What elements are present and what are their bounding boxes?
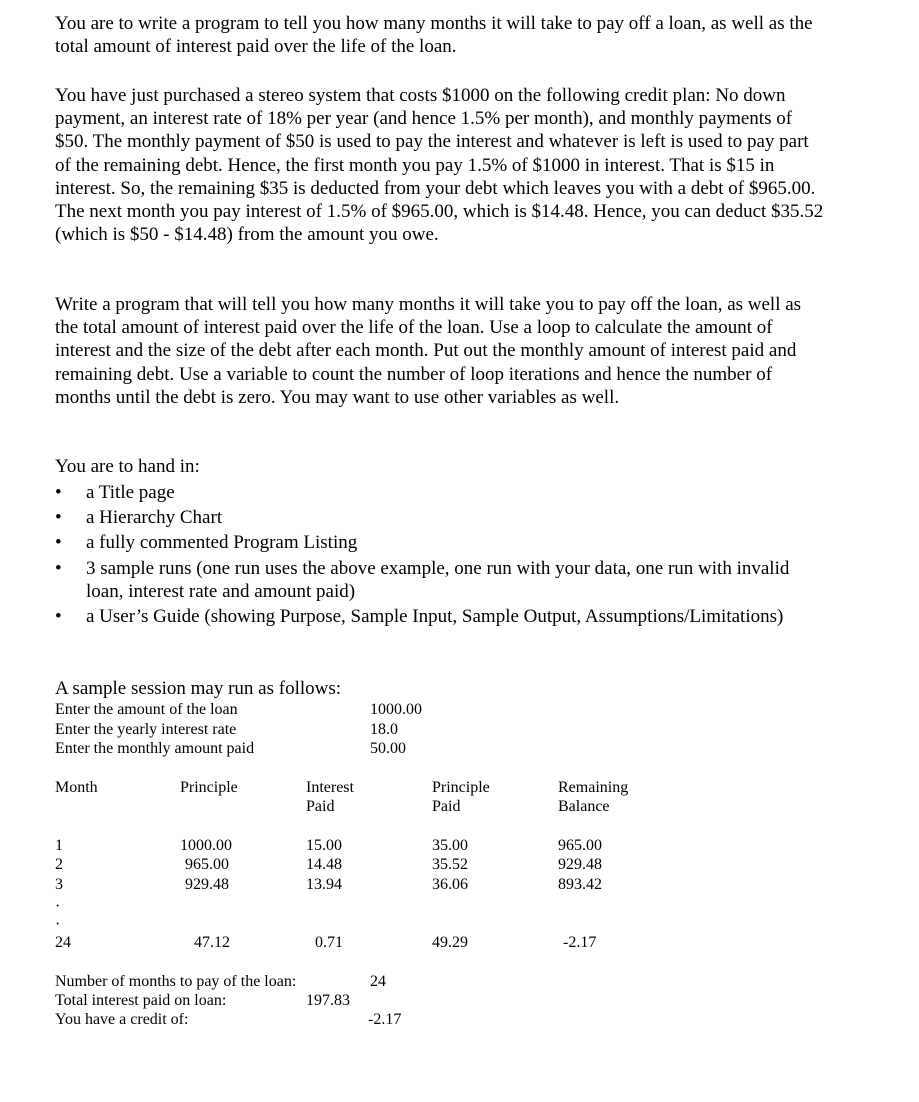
header-interest: Interest [306,779,354,796]
bullet-icon: • [55,482,62,503]
input-value: 50.00 [370,740,406,757]
list-item [55,481,825,504]
sample-heading: A sample session may run as follows: [55,678,342,699]
task-paragraph: Write a program that will tell you how many months it will take you to pay off the loan, as well as the total amount of interest paid over the life of the loan. Use a loop to calculate the amount of interest and the size of the debt after each month. Put out the monthly amount of interest paid and remaining debt. Use a variable to count the number of loop iterations and hence the number of months until the debt is zero. You may want to use other variables as well. [55,294,802,408]
list-item [55,557,825,603]
cell-principal-paid: 35.00 [432,837,468,854]
cell-interest: 13.94 [306,876,342,893]
list-item [55,605,825,628]
cell-month: 2 [55,856,63,873]
cell-balance: -2.17 [563,934,597,951]
cell-principle: 1000.00 [180,837,232,854]
list-item [55,531,825,554]
handin-title: You are to hand in: [55,456,200,477]
credit-plan-paragraph: You have just purchased a stereo system that costs $1000 on the following credit plan: No down payment, an interest rate of 18% per year (and hence 1.5% per month), and monthly payments of $50. The monthly payment of $50 is used to pay the interest and whatever is left is used to pay part of the remaining debt. Hence, the first month you pay 1.5% of $1000 in interest. That is $15 in interest. So, the remaining $35 is deducted from your debt which leaves you with a debt of $965.00. The next month you pay interest of 1.5% of $965.00, which is $14.48. Hence, you can deduct $35.52 (which is $50 - $14.48) from the amount you owe. [55,85,824,246]
list-item-text: 3 sample runs (one run uses the above example, one run with your data, one run with invalid loan, interest rate and amount paid) [86,557,790,602]
bullet-icon: • [55,606,62,628]
input-value: 1000.00 [370,701,422,718]
summary-credit-label: You have a credit of: [55,1011,189,1028]
cell-principal-paid: 35.52 [432,856,468,873]
header-balance-sub: Balance [558,798,610,815]
bullet-icon: • [55,557,62,579]
header-interest-sub: Paid [306,798,335,815]
bullet-icon: • [55,507,62,529]
list-item-text: a User’s Guide (showing Purpose, Sample Input, Sample Output, Assumptions/Limitations) [86,606,784,628]
ellipsis-dot: · [55,916,61,933]
header-month: Month [55,779,98,796]
cell-balance: 893.42 [558,876,602,893]
bullet-icon: • [55,532,62,554]
cell-principle: 965.00 [185,856,229,873]
cell-balance: 929.48 [558,856,602,873]
input-prompt: Enter the amount of the loan [55,701,238,718]
summary-months-value: 24 [370,973,386,990]
header-balance: Remaining [558,779,629,796]
cell-principle: 929.48 [185,876,229,893]
input-value: 18.0 [370,721,398,738]
list-item-text: a fully commented Program Listing [86,532,358,554]
summary-interest-label: Total interest paid on loan: [55,992,227,1009]
cell-interest: 14.48 [306,856,342,873]
ellipsis-dot: · [55,898,61,915]
cell-principle: 47.12 [194,934,230,951]
cell-principal-paid: 36.06 [432,876,468,893]
input-prompt: Enter the monthly amount paid [55,740,255,757]
cell-month: 1 [55,837,63,854]
handin-list [55,481,825,630]
input-prompt: Enter the yearly interest rate [55,721,237,738]
cell-interest: 0.71 [315,934,343,951]
summary-months-label: Number of months to pay of the loan: [55,973,297,990]
header-principle: Principle [180,779,238,796]
list-item-text: a Hierarchy Chart [86,507,223,529]
header-principal-paid: Principle [432,779,490,796]
list-item [55,506,825,529]
cell-interest: 15.00 [306,837,342,854]
cell-principal-paid: 49.29 [432,934,468,951]
cell-month: 3 [55,876,63,893]
summary-interest-value: 197.83 [306,992,350,1009]
header-principal-paid-sub: Paid [432,798,461,815]
list-item-text: a Title page [86,482,175,503]
cell-balance: 965.00 [558,837,602,854]
intro-paragraph: You are to write a program to tell you how many months it will take to pay off a loan, as well as the total amount of interest paid over the life of the loan. [55,13,813,58]
summary-credit-value: -2.17 [368,1011,402,1028]
cell-month: 24 [55,934,71,951]
